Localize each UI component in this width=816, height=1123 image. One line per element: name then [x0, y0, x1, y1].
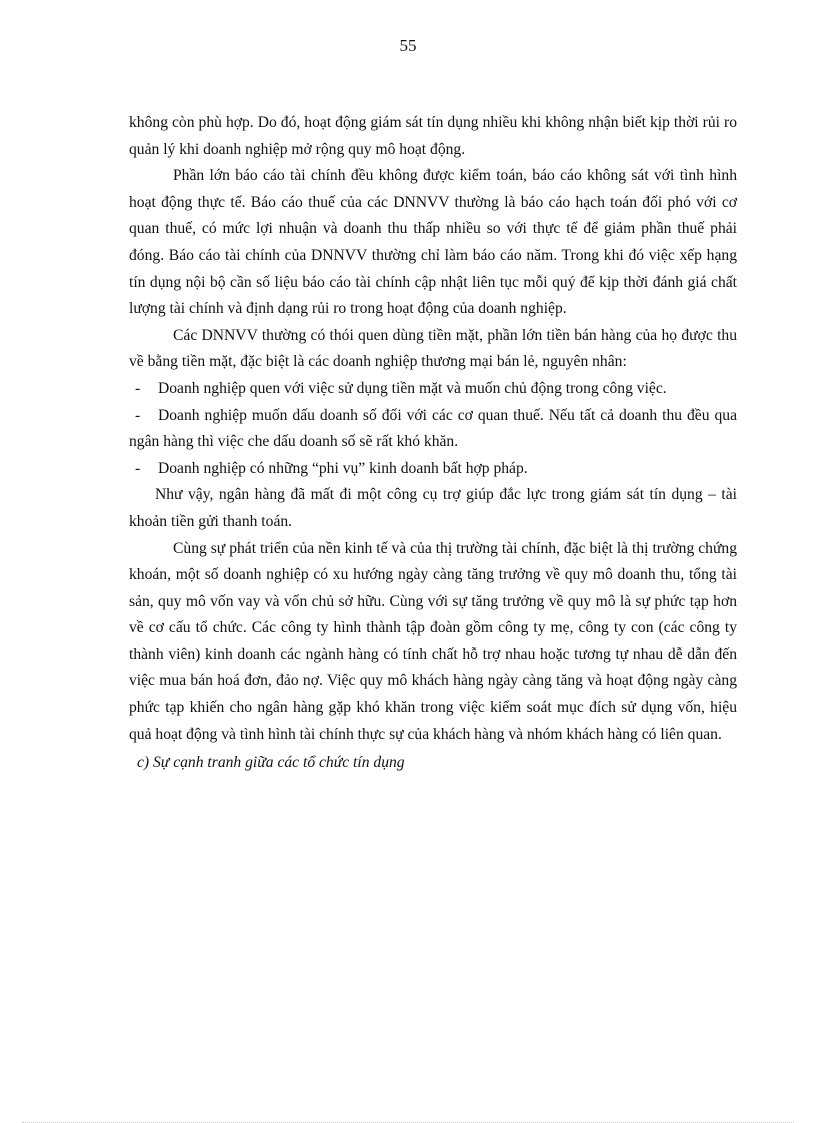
bullet-item	[129, 403, 737, 456]
paragraph-cash-habits: Các DNNVV thường có thói quen dùng tiền mặt, phần lớn tiền bán hàng của họ được thu về bằng tiền mặt, đặc biệt là các doanh nghiệp thương mại bán lẻ, nguyên nhân:	[129, 326, 737, 371]
bullet-item	[129, 376, 737, 403]
paragraph-financial-reports: Phần lớn báo cáo tài chính đều không được kiểm toán, báo cáo không sát với tình hình hoạt động thực tế. Báo cáo thuế của các DNNVV thường là báo cáo hạch toán đối phó với cơ quan thuế, có mức lợi nhuận và doanh thu thấp nhiều so với thực tế để giảm phần thuế phải đóng. Báo cáo tài chính của DNNVV thường chỉ làm báo cáo năm. Trong khi đó việc xếp hạng tín dụng nội bộ cần số liệu báo cáo tài chính cập nhật liên tục mỗi quý để kịp thời đánh giá chất lượng tài chính và định dạng rủi ro trong hoạt động của doanh nghiệp.	[129, 167, 737, 318]
paragraph-continuation: không còn phù hợp. Do đó, hoạt động giám sát tín dụng nhiều khi không nhận biết kịp thời rủi ro quản lý khi doanh nghiệp mở rộng quy mô hoạt động.	[129, 114, 737, 158]
paragraph-growth: Cùng sự phát triển của nền kinh tế và của thị trường tài chính, đặc biệt là thị trường chứng khoán, một số doanh nghiệp có xu hướng ngày càng tăng trưởng về quy mô doanh thu, tổng tài sản, quy mô vốn vay và vốn chủ sở hữu. Cùng với sự tăng trưởng về quy mô là sự phức tạp hơn về cơ cấu tổ chức. Các công ty hình thành tập đoàn gồm công ty mẹ, công ty con (các công ty thành viên) kinh doanh các ngành hàng có tính chất hỗ trợ nhau hoặc tương tự nhau dễ dẫn đến việc mua bán hoá đơn, đảo nợ. Việc quy mô khách hàng ngày càng tăng và hoạt động ngày càng phức tạp khiến cho ngân hàng gặp khó khăn trong việc kiểm soát mục đích sử dụng vốn, hiệu quả hoạt động và tình hình tài chính thực sự của khách hàng và nhóm khách hàng có liên quan.	[129, 539, 737, 743]
bullet-text: Doanh nghiệp muốn dấu doanh số đối với các cơ quan thuế. Nếu tất cả doanh thu đều qua ngân hàng thì việc che dấu doanh số sẽ rất khó khăn.	[129, 406, 737, 451]
bullet-marker: -	[135, 406, 141, 424]
bullet-item	[129, 456, 737, 483]
bullet-marker: -	[135, 459, 141, 477]
bullet-marker: -	[135, 379, 141, 397]
page-number: 55	[399, 36, 417, 55]
section-heading: c) Sự cạnh tranh giữa các tổ chức tín dụng	[137, 754, 405, 772]
bullet-text: Doanh nghiệp có những “phi vụ” kinh doanh bất hợp pháp.	[158, 459, 528, 477]
document-body	[129, 110, 737, 777]
bullet-text: Doanh nghiệp quen với việc sử dụng tiền mặt và muốn chủ động trong công việc.	[158, 379, 667, 397]
paragraph-conclusion: Như vậy, ngân hàng đã mất đi một công cụ trợ giúp đắc lực trong giám sát tín dụng – tài khoản tiền gửi thanh toán.	[129, 486, 737, 530]
